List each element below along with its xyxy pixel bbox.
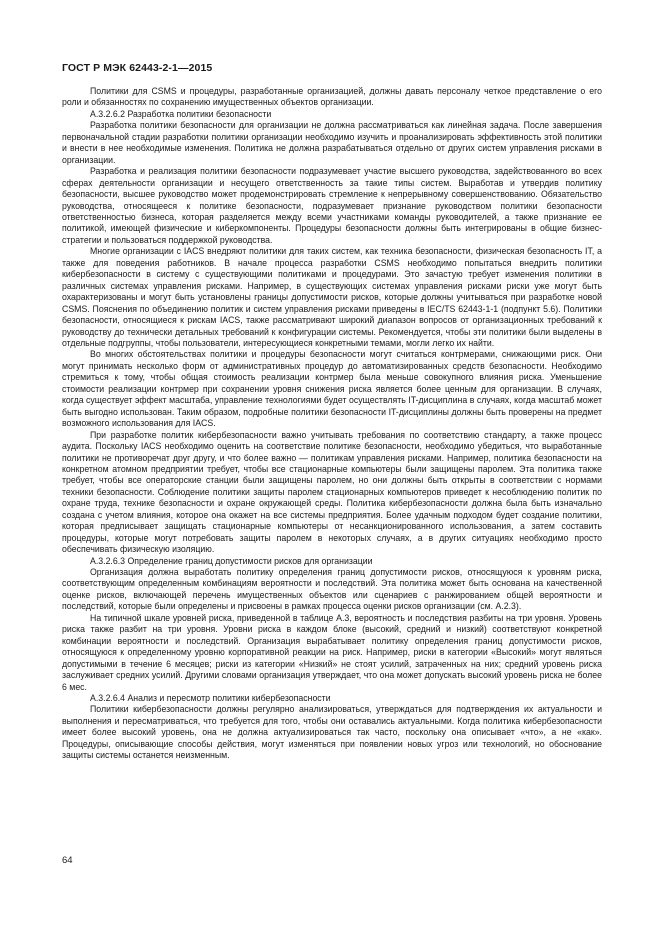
section-heading-a3262: А.3.2.6.2 Разработка политики безопасности [90,108,272,119]
section-heading-a3264: А.3.2.6.4 Анализ и пересмотр политики кибербезопасности [90,693,331,704]
page-number: 64 [62,855,73,866]
paragraph-policy-review: Политики кибербезопасности должны регулярно анализироваться, утверждаться для подтверждения их актуальности и выполнения и пересматриваться, что требуется для того, чтобы они оставались актуальными. Когда политика кибербезопасности имеет более высокий уровень, она не должна актуализироваться так часто, поскольку она описывает «что», а не «как». Процедуры, описывающие способы действия, могут изменяться при появлении новых угроз или технологий, но обоснование защиты системы останется неизменным. [62,704,602,761]
paragraph-senior-management: Разработка и реализация политики безопасности подразумевает участие высшего руководства, задействованного во всех сферах деятельности организации и несущего ответственность за такие типы систем. Выработав и утвердив политику безопасности, высшее руководство может продемонстрировать стремление к непрерывному совершенствованию. Обязательство руководства, относящееся к политике безопасности, подразумевает признание руководством политики безопасности ответственностью бизнеса, которая разделяется между всеми участниками команды руководителей, а также признание ее политикой, имеющей физические и киберкомпоненты. Процедуры безопасности должны быть интегрированы в общие бизнес-стратегии и пользоваться поддержкой руководства. [62,166,602,245]
paragraph-csms-procedures: Политики для CSMS и процедуры, разработанные организацией, должны давать персоналу четкое представление о его роли и обязанностях по сохранению имущественных объектов организации. [62,86,602,108]
section-heading-a3263: А.3.2.6.3 Определение границ допустимости рисков для организации [90,555,373,566]
paragraph-risk-tolerance: Организация должна выработать политику определения границ допустимости рисков, относящуюся к уровням риска, соответствующим определенным комбинациям вероятности и последствий. Эта политика может быть основана на качественной оценке рисков, включающей перечень имущественных объектов или сценариев с ранжированием общей вероятности и последствий, которые были определены и присвоены в рамках процесса оценки рисков организации (см. А.2.3). [62,567,602,612]
paragraph-risk-levels: На типичной шкале уровней риска, приведенной в таблице А.3, вероятность и последствия разбиты на три уровня. Уровень риска также разбит на три уровня. Уровни риска в каждом блоке (высокий, средний и низкий) соответствуют конкретной комбинации вероятности и последствий. Организация вырабатывает политику определения границ допустимости рисков, относящуюся к определенному уровню корпоративной реакции на риск. Например, риски в категории «Высокий» могут являться допустимыми в течение 6 месяцев; риски из категории «Низкий» не стоят усилий, затраченных на них; средний уровень риска заслуживает средних усилий. Другими словами организация утверждает, что она может допускать высокий уровень риска не более 6 мес. [62,612,602,692]
document-header: ГОСТ Р МЭК 62443-2-1—2015 [62,62,213,74]
paragraph-policy-development: Разработка политики безопасности для организации не должна рассматриваться как линейная задача. После завершения первоначальной стадии разработки политики организации необходимо изучить и проанализировать эффективность этой политики и внести в нее необходимые изменения. Политика не должна разрабатываться отдельно от других систем управления рисками в организации. [62,120,602,165]
paragraph-countermeasures: Во многих обстоятельствах политики и процедуры безопасности могут считаться контрмерами, снижающими риск. Они могут принимать несколько форм от административных процедур до автоматизированных средств безопасности. Необходимо стремиться к тому, чтобы общая стоимость реализации контрмер была меньше совокупного влияния риска. Уменьшение стоимости реализации контрмер при сохранении уровня снижения риска является более ценным для организации. В случаях, когда существует эффект масштаба, управление технологиями будет осуществлять IT-дисциплина в случаях, когда масштаб может быть выгодно использован. Таким образом, подробные политики безопасности IT-дисциплины должны быть проверены на предмет возможного использования для IACS. [62,349,602,429]
paragraph-compliance-audit: При разработке политик кибербезопасности важно учитывать требования по соответствию стандарту, а также процесс аудита. Поскольку IACS необходимо оценить на соответствие политике безопасности, необходимо убедиться, что выработанные политики не противоречат друг другу, и что более важно — политикам управления рисками. Например, политика безопасности на конкретном атомном предприятии требует, чтобы все стационарные компьютеры были защищены паролем. Эта политика также требует, чтобы все операторские станции были защищены паролем, но они должны быть открыты в соответствии с нормами техники безопасности. Соблюдение политики защиты паролем стационарных компьютеров приведет к несоблюдению политик по охране труда, технике безопасности и охране окружающей среды. Политика кибербезопасности должна была быть изначально создана с учетом влияния, которое она окажет на все системы предприятия. Более удачным подходом будет создание политики, которая предписывает защищать стационарные компьютеры от несанкционированного использования, а затем составить процедуры, которые могут потребовать защиты паролем в некоторых случаях, а в других ситуациях необходимо просто обеспечивать физическую изоляцию. [62,429,602,555]
paragraph-iacs-policies: Многие организации с IACS внедряют политики для таких систем, как техника безопасности, физическая безопасность IT, а также для поведения работников. В начале процесса разработки CSMS необходимо попытаться внедрить политики кибербезопасности в систему с существующими политиками и процедурами. Это зачастую требует изменения политики в различных системах управления рисками. Например, в существующих системах управления рисками риски уже могут быть охарактеризованы и могут быть установлены границы допустимости рисков, которые должны учитываться при разработке новой CSMS. Пояснения по объединению политик и систем управления рисками приведены в IEC/TS 62443-1-1 (подпункт 5.6). Политики безопасности, относящиеся к рискам IACS, также рассматривают широкий диапазон вопросов от организационных требований к руководству до технически детальных требований к конфигурации системы. Рекомендуется, чтобы эти политики были выделены в отдельные подгруппы, чтобы пользователи, интересующиеся конкретными темами, могли легко их найти. [62,246,602,348]
document-body [62,86,602,762]
